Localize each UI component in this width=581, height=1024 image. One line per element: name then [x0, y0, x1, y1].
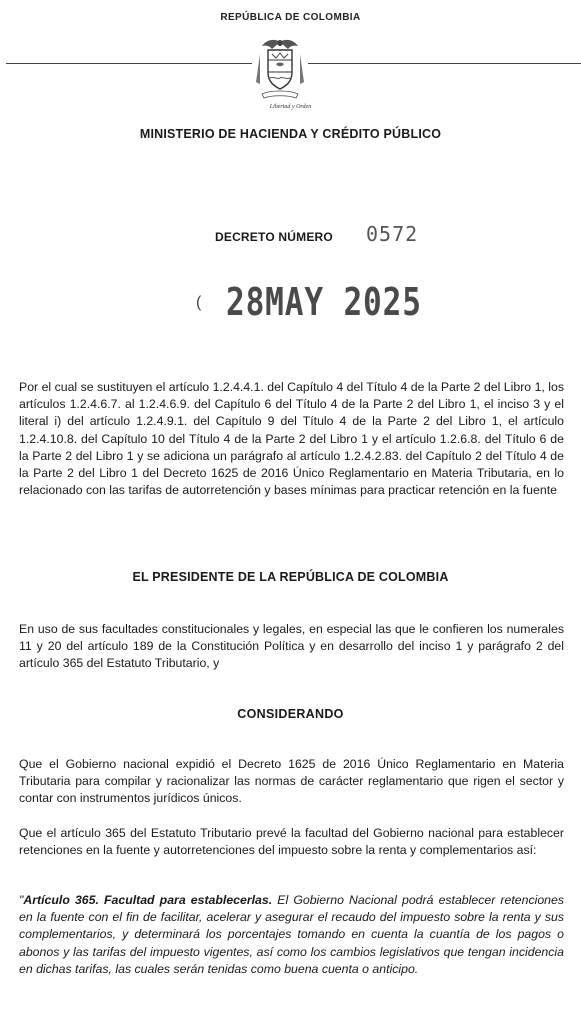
article-title: Artículo 365. Facultad para establecerlas.: [23, 893, 273, 907]
coat-of-arms-seal: [252, 34, 308, 112]
decree-summary: Por el cual se sustituyen el artículo 1.2.4.4.1. del Capítulo 4 del Título 4 de la Parte 2 del Libro 1, los artículos 1.2.4.6.7. al 1.2.4.6.9. del Capítulo 6 del Título 4 de la Parte 2 del Libro 1, el inciso 3 y el literal i) del artículo 1.2.4.9.1. del Capítulo 9 del Título 4 de la Parte 2 del Libro 1, el artículo 1.2.4.10.8. del Capítulo 10 del Título 4 de la Parte 2 del Libro 1 y el artículo 1.2.6.8. del Título 6 de la Parte 2 del Libro 1 y se adiciona un parágrafo al artículo 1.2.4.2.83. del Capítulo 2 del Título 4 de la Parte 2 del Libro 1 del Decreto 1625 de 2016 Único Reglamentario en Materia Tributaria, en lo relacionado con las tarifas de autorretención y bases mínimas para practicar retención en la fuente: [19, 380, 564, 498]
date-stamp: 28MAY 2025: [226, 280, 422, 324]
decree-number-label: DECRETO NÚMERO: [215, 230, 333, 244]
coat-of-arms-icon: [252, 34, 308, 104]
consideration-paragraph: Que el Gobierno nacional expidió el Decreto 1625 de 2016 Único Reglamentario en Materia Tributaria para compilar y racionalizar las normas de carácter reglamentario que rigen el sector y contar con instrumentos jurídicos únicos.: [19, 757, 564, 806]
consideration-paragraph: Que el artículo 365 del Estatuto Tributario prevé la facultad del Gobierno nacional para establecer retenciones en la fuente y autorretenciones del impuesto sobre la renta y complementarios así:: [19, 826, 564, 858]
seal-motto: Libertad y Orden: [269, 104, 312, 110]
powers-paragraph: En uso de sus facultades constitucionales y legales, en especial las que le confieren los numerales 11 y 20 del artículo 189 de la Constitución Política y en desarrollo del inciso 1 y parágrafo 2 del artículo 365 del Estatuto Tributario, y: [19, 622, 564, 671]
decree-number: 0572: [366, 222, 419, 246]
quote-open-mark: ": [19, 893, 24, 907]
ministry-title: MINISTERIO DE HACIENDA Y CRÉDITO PÚBLICO: [139, 127, 442, 141]
stamp-bracket: (: [196, 294, 202, 311]
president-heading: EL PRESIDENTE DE LA REPÚBLICA DE COLOMBIA: [132, 570, 449, 584]
article-365-quote: [19, 892, 564, 978]
republic-header: REPÚBLICA DE COLOMBIA: [220, 12, 361, 23]
article-body: El Gobierno Nacional podrá establecer retenciones en la fuente con el fin de facilitar, acelerar y asegurar el recaudo del impuesto sobre la renta y sus complementarios, y determinará los porcentajes tomando en cuenta la cuantía de los pagos o abonos y las tarifas del impuesto vigentes, así como los cambios legislativos que tengan incidencia en dichas tarifas, las cuales serán tenidas como buena cuenta o anticipo.: [19, 893, 564, 976]
considering-heading: CONSIDERANDO: [237, 707, 344, 721]
